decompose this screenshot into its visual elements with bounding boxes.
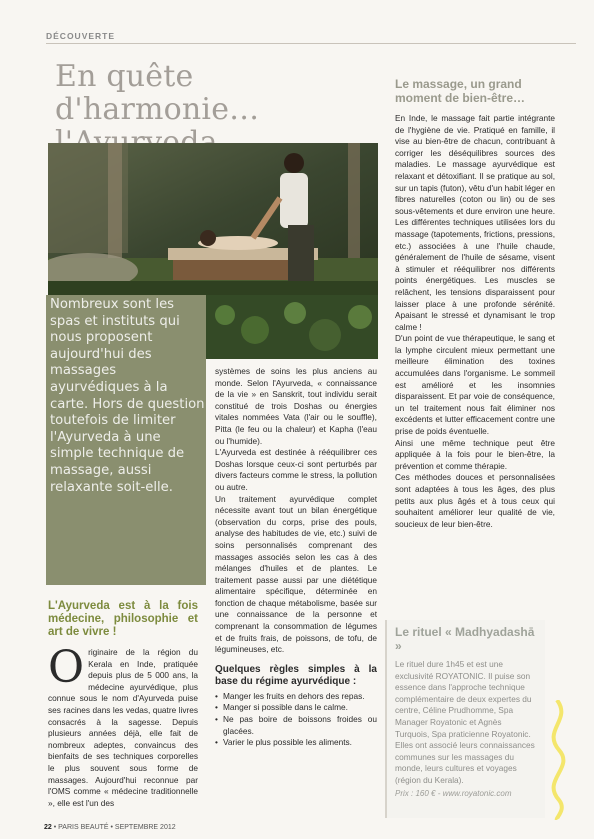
page-footer [44, 824, 176, 831]
middle-paragraph-2: L'Ayurveda est destinée à rééquilibrer ces Doshas lorsque ceux-ci sont perturbés par divers facteurs comme le stress, la pollution ou autre. [215, 447, 377, 492]
list-item: • Manger si possible dans le calme. [215, 702, 377, 714]
middle-column [215, 366, 377, 749]
rituel-box [385, 620, 545, 818]
diet-heading: Quelques règles simples à la base du régime ayurvédique : [215, 663, 377, 687]
right-paragraph-1: En Inde, le massage fait partie intégrante de l'hygiène de vie. Pratiqué en famille, il vise au bien-être de chacun, contribuant à corriger les déséquilibres sources des maladies. Le massage ayurvédique est relaxant et détoxifiant. Il se pratique au sol, sur un tapis (futon), vêtu d'un habit léger en fibres naturelles (coton ou lin) ou de ses sous-vêtements et dure environ une heure. Les différentes techniques utilisées lors du massage (tapotements, frictions, pressions, etc.) associées à une l'huile chaude, généralement de l'huile de sésame, visent à stimuler et rééquilibrer nos différents points énergétiques. Les muscles se relâchent, les tensions disparaissent pour laisser place à une profonde sérénité. Apaisant le stressé et dynamisant le trop calme ! [395, 113, 556, 332]
middle-paragraph-3: Un traitement ayurvédique complet nécessite avant tout un bilan énergétique (observation du corps, prise des pouls, analyse des habitudes de vie, etc.) suivi de soins personnalisés comprenant des massages associés selon les cas à des mélanges d'huiles et de plantes. Le traitement passe aussi par une diététique alimentaire spécifique, déterminée en fonction de chaque métabolisme, basée sur une connaissance de la personne et comprenant la consommation de légumes et de fruits frais, de poissons, de tofu, de légumineuses, etc. [215, 493, 377, 655]
rituel-text: Le rituel dure 1h45 et est une exclusivité ROYATONIC. Il puise son essence dans l'approche technique complémentaire de deux expertes du centre, Céline Prudhomme, Spa Manager Royatonic et Agnès Turquois, Spa praticienne Royatonic. Elles ont associé leurs connaissances communes sur les massages du monde, leurs cultures et voyages (région du Kerala). [395, 659, 535, 785]
rituel-title: Le rituel « Madhyadashā » [395, 625, 535, 653]
title-line-1: En quête d'harmonie… [55, 59, 260, 127]
list-item: • Varier le plus possible les aliments. [215, 737, 377, 749]
rituel-price: Prix : 160 € - www.royatonic.com [395, 788, 512, 798]
middle-paragraph-1: systèmes de soins les plus anciens au monde. Selon l'Ayurveda, « connaissance de la vie » en Sanskrit, tout individu serait constitué de trois Doshas ou énergies vitales nommées Vata (l'air ou le souffle), Pitta (le feu ou la chaleur) et Kapha (l'eau ou l'humide). [215, 366, 377, 446]
diet-rules-list [215, 691, 377, 749]
right-heading: Le massage, un grand moment de bien-être… [395, 77, 526, 105]
right-paragraph-4: Ces méthodes douces et personnalisées sont adaptées à tous les âges, des plus petits aux plus âgés et à tous ceux qui souhaitent améliorer leur qualité de vie, soucieux de leur bien-être. [395, 472, 555, 529]
left-heading: L'Ayurveda est à la fois médecine, philosophie et art de vivre ! [48, 600, 198, 638]
section-divider [46, 43, 576, 44]
right-paragraph-3: Ainsi une même technique peut être appliquée à la fois pour le bien-être, la prévention et comme thérapie. [395, 437, 555, 471]
intro-text: Nombreux sont les spas et instituts qui nous proposent aujourd'hui des massages ayurvédiques à la carte. Hors de question toutefois de limiter l'Ayurveda à une simple technique de massage, aussi relaxante soit-elle. [50, 297, 205, 495]
right-paragraph-2: D'un point de vue thérapeutique, le sang et la lymphe circulent mieux permettant une meilleure élimination des toxines accumulées dans l'organisme. Le sommeil est amélioré et les insomnies disparaissent. Et par voie de conséquence, un tel traitement nous fait éliminer nos excédents et lutter efficacement contre une prise de poids éventuelle. [395, 333, 555, 437]
foliage-photo [205, 295, 378, 359]
list-item: • Manger les fruits en dehors des repas. [215, 691, 377, 703]
left-column [48, 600, 198, 809]
left-body [48, 642, 198, 809]
right-column [395, 113, 555, 530]
list-item: • Ne pas boire de boissons froides ou glacées. [215, 714, 377, 737]
left-body-text: riginaire de la région du Kerala en Inde, pratiquée depuis plus de 5 000 ans, la médecine ayurvédique, plus connue sous le nom d'Ayurveda puise ses racines dans les vedas, quatre livres consacrés à la sagesse. Depuis plusieurs années déjà, elle fait de nombreux adeptes, convaincus des bienfaits de ses techniques corporelles le plus souvent sous forme de massages. Aujourd'hui reconnue par l'OMS comme « médecine traditionnelle », elle est l'un des [48, 647, 198, 808]
decorative-squiggle [537, 700, 577, 820]
massage-photo [48, 143, 378, 295]
section-tag: DÉCOUVERTE [46, 31, 116, 41]
magazine-info: • PARIS BEAUTÉ • SEPTEMBRE 2012 [53, 824, 176, 831]
page-number: 22 [44, 824, 52, 831]
dropcap: O [48, 642, 85, 693]
